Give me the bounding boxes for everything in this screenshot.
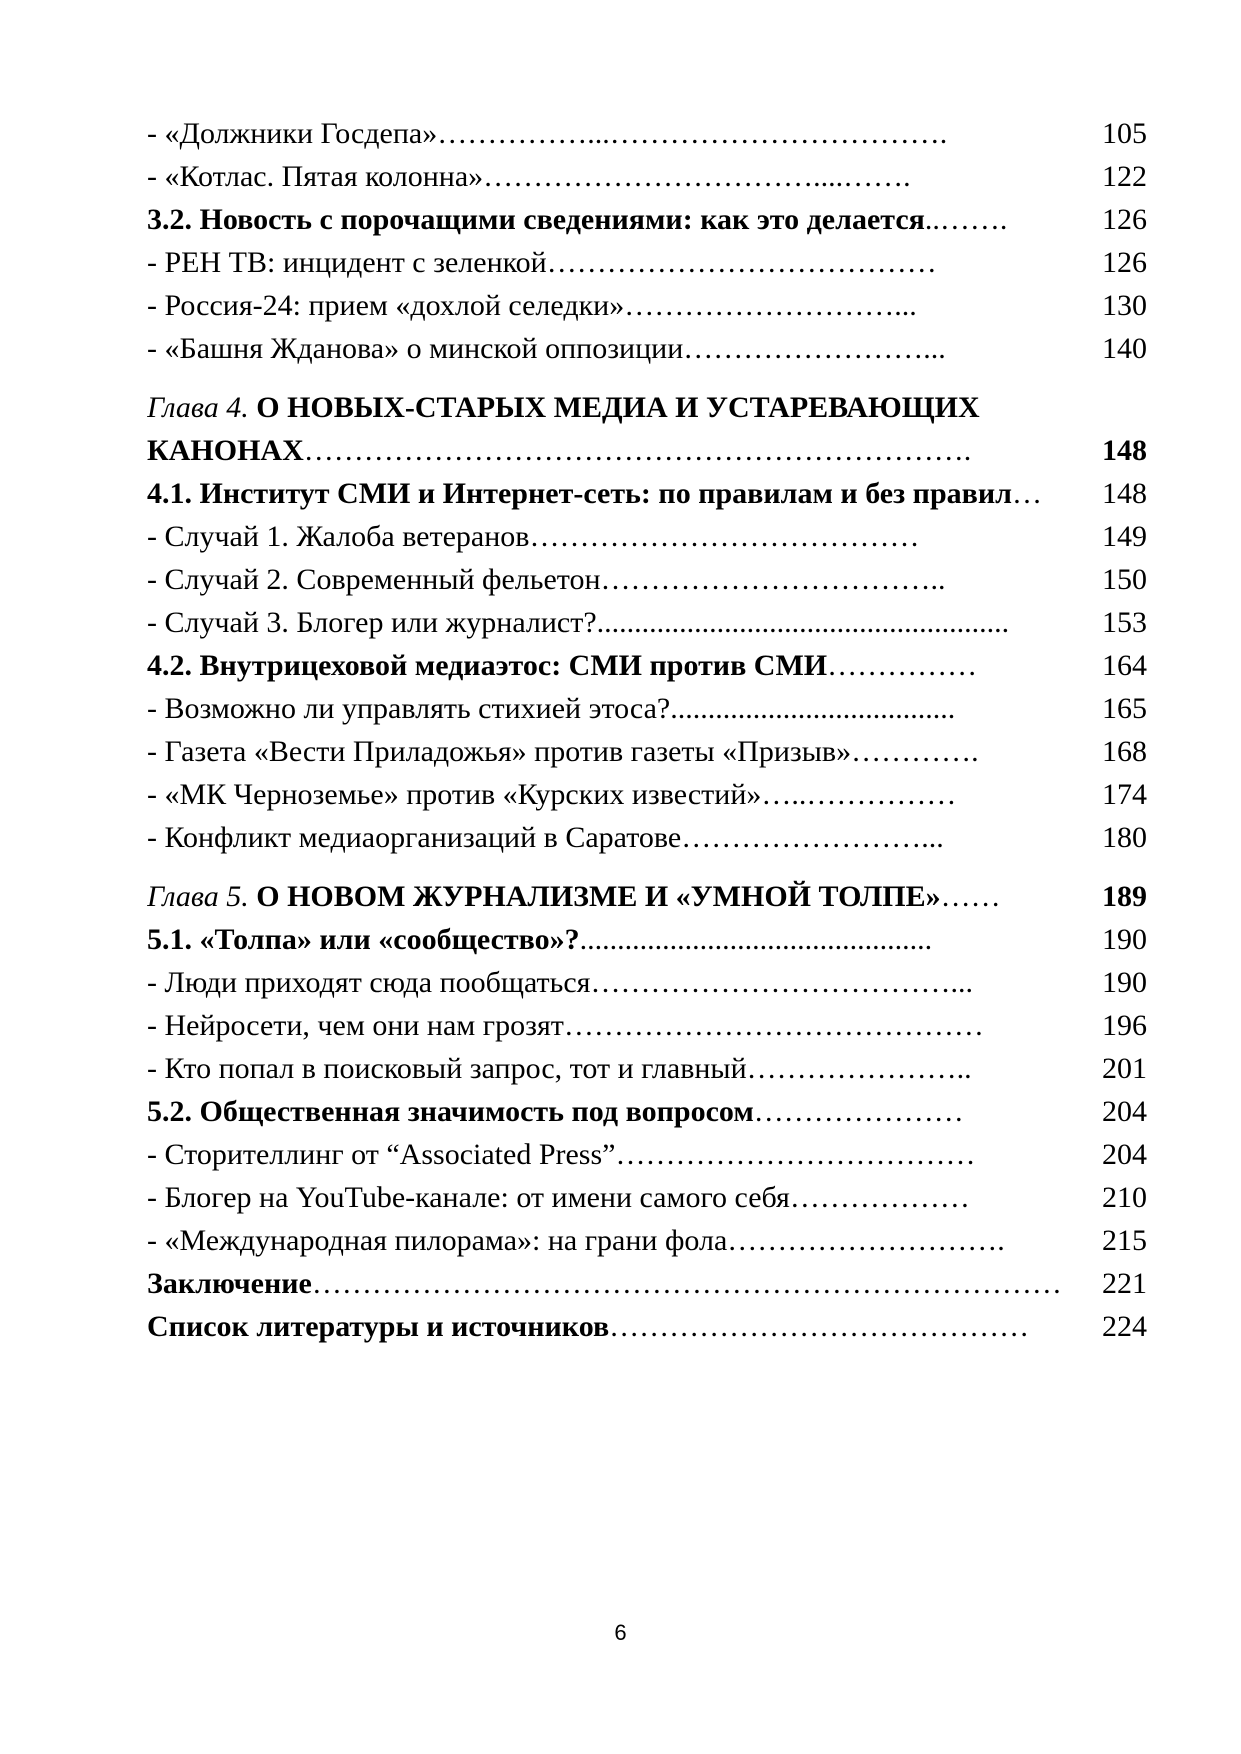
toc-leader-dots: …………………………………………………………. [303,434,972,467]
toc-entry [147,155,1147,198]
toc-entry-title: - «Международная пилорама»: на грани фола………………………. [147,1224,1005,1257]
toc-entry-title [147,918,1079,961]
toc-entry [147,112,1147,155]
toc-entry-page: 204 [1102,1138,1147,1171]
toc-entry-title [147,644,1079,687]
toc-entry [147,1133,1147,1176]
chapter-title: О НОВОМ ЖУРНАЛИЗМЕ И «УМНОЙ ТОЛПЕ» [248,880,941,913]
toc-section-title: 5.2. Общественная значимость под вопросом [147,1095,754,1128]
toc-entry [147,816,1147,859]
toc-entry-page: 153 [1102,606,1147,639]
toc-entry-page: 180 [1102,821,1147,854]
toc-entry [147,961,1147,1004]
toc-entry-title: - Случай 1. Жалоба ветеранов………………………………… [147,520,920,553]
toc-entry-page: 148 [1102,434,1147,467]
toc-entry-page: 204 [1102,1095,1147,1128]
toc-leader-dots: ………………………………………………………………… [311,1267,1062,1300]
toc-entry-title: - Конфликт медиаорганизаций в Саратове……………………... [147,821,944,854]
toc-entry-title: - «МК Черноземье» против «Курских известий»…..…………… [147,778,957,811]
toc-section-title: Список литературы и источников [147,1310,610,1343]
toc-section-title: 4.1. Институт СМИ и Интернет-сеть: по правилам и без правил [147,477,1012,510]
toc-entry [147,1004,1147,1047]
chapter-spacer [147,859,1147,875]
toc-entry-title: - Сторителлинг от “Associated Press”……………………………… [147,1138,976,1171]
toc-entry [147,1219,1147,1262]
toc-entry [147,241,1147,284]
chapter-title: О НОВЫХ-СТАРЫХ МЕДИА И УСТАРЕВАЮЩИХ КАНОНАХ [147,391,980,467]
toc-entry-title: - Возможно ли управлять стихией этоса?...................................... [147,692,956,725]
toc-entry-page: 150 [1102,563,1147,596]
toc-entry-title: - «Котлас. Пятая колонна»……………………………....……. [147,160,911,193]
toc-entry-page: 165 [1102,692,1147,725]
toc-section-entry [147,644,1147,687]
toc-section-title: 3.2. Новость с порочащими сведениями: как это делается [147,203,925,236]
toc-entry-page: 189 [1102,880,1147,913]
toc-entry-page: 122 [1102,160,1147,193]
toc-entry-title [147,1305,1079,1348]
toc-entry-page: 126 [1102,246,1147,279]
toc-entry [147,1047,1147,1090]
toc-entry-title: - РЕН ТВ: инцидент с зеленкой………………………………… [147,246,937,279]
toc-section-entry [147,198,1147,241]
toc-section-entry [147,1090,1147,1133]
toc-entry-title [147,1262,1079,1305]
toc-section-entry [147,1305,1147,1348]
toc-entry-page: 224 [1102,1310,1147,1343]
toc-entry-page: 196 [1102,1009,1147,1042]
toc-entry [147,687,1147,730]
toc-entry [147,601,1147,644]
toc-chapter-entry [147,386,1147,472]
toc-entry-page: 221 [1102,1267,1147,1300]
chapter-label: Глава 4. [147,391,249,424]
chapter-spacer [147,370,1147,386]
toc-entry-title: - Кто попал в поисковый запрос, тот и главный………………….. [147,1052,972,1085]
toc-chapter-entry [147,875,1147,918]
toc-entry-page: 215 [1102,1224,1147,1257]
toc-entry-page: 105 [1102,117,1147,150]
toc-entry-title: - Россия-24: прием «дохлой селедки»………………………... [147,289,917,322]
toc-entry-title: - Нейросети, чем они нам грозят…………………………………… [147,1009,984,1042]
toc-entry-title [147,198,1079,241]
toc-entry [147,327,1147,370]
toc-chapter-title [147,386,1079,472]
toc-entry-title: - Случай 3. Блогер или журналист?....................................................... [147,606,1010,639]
toc-entry [147,1176,1147,1219]
toc-entry-title: - Блогер на YouTube-канале: от имени самого себя……………… [147,1181,970,1214]
toc-entry-title [147,472,1079,515]
toc-section-entry [147,472,1147,515]
table-of-contents [147,112,1147,1348]
toc-entry-title: - Люди приходят сюда пообщаться………………………………... [147,966,973,999]
toc-entry [147,773,1147,816]
toc-entry-page: 168 [1102,735,1147,768]
toc-leader-dots: …………………………………… [609,1310,1030,1343]
toc-entry-title: - «Башня Жданова» о минской оппозиции……………………... [147,332,946,365]
toc-chapter-title [147,875,1079,918]
toc-entry-page: 164 [1102,649,1147,682]
toc-entry-title: - Газета «Вести Приладожья» против газеты «Призыв»…………. [147,735,979,768]
toc-entry-page: 210 [1102,1181,1147,1214]
toc-entry-page: 174 [1102,778,1147,811]
toc-entry [147,730,1147,773]
toc-entry-page: 190 [1102,923,1147,956]
toc-section-title: 5.1. «Толпа» или «сообщество»? [147,923,580,956]
toc-entry-page: 126 [1102,203,1147,236]
toc-section-title: 4.2. Внутрицеховой медиаэтос: СМИ против СМИ [147,649,828,682]
toc-entry-page: 130 [1102,289,1147,322]
toc-entry [147,284,1147,327]
toc-leader-dots: …… [940,880,1001,913]
toc-section-entry [147,918,1147,961]
toc-entry-page: 190 [1102,966,1147,999]
toc-entry [147,558,1147,601]
toc-section-title: Заключение [147,1267,312,1300]
toc-entry [147,515,1147,558]
toc-entry-page: 149 [1102,520,1147,553]
toc-leader-dots: ..……. [924,203,1008,236]
toc-leader-dots: … [1011,477,1042,510]
toc-leader-dots: ............................................... [579,923,933,956]
toc-entry-title: - «Должники Госдепа»……………...……………………………. [147,117,948,150]
chapter-label: Глава 5. [147,880,249,913]
toc-entry-page: 140 [1102,332,1147,365]
page-number: 6 [614,1620,627,1645]
toc-entry-title: - Случай 2. Современный фельетон…………………………….. [147,563,946,596]
toc-leader-dots: …………… [827,649,978,682]
toc-entry-page: 201 [1102,1052,1147,1085]
toc-entry-page: 148 [1102,477,1147,510]
toc-entry-title [147,1090,1079,1133]
toc-leader-dots: ………………… [753,1095,964,1128]
toc-section-entry [147,1262,1147,1305]
